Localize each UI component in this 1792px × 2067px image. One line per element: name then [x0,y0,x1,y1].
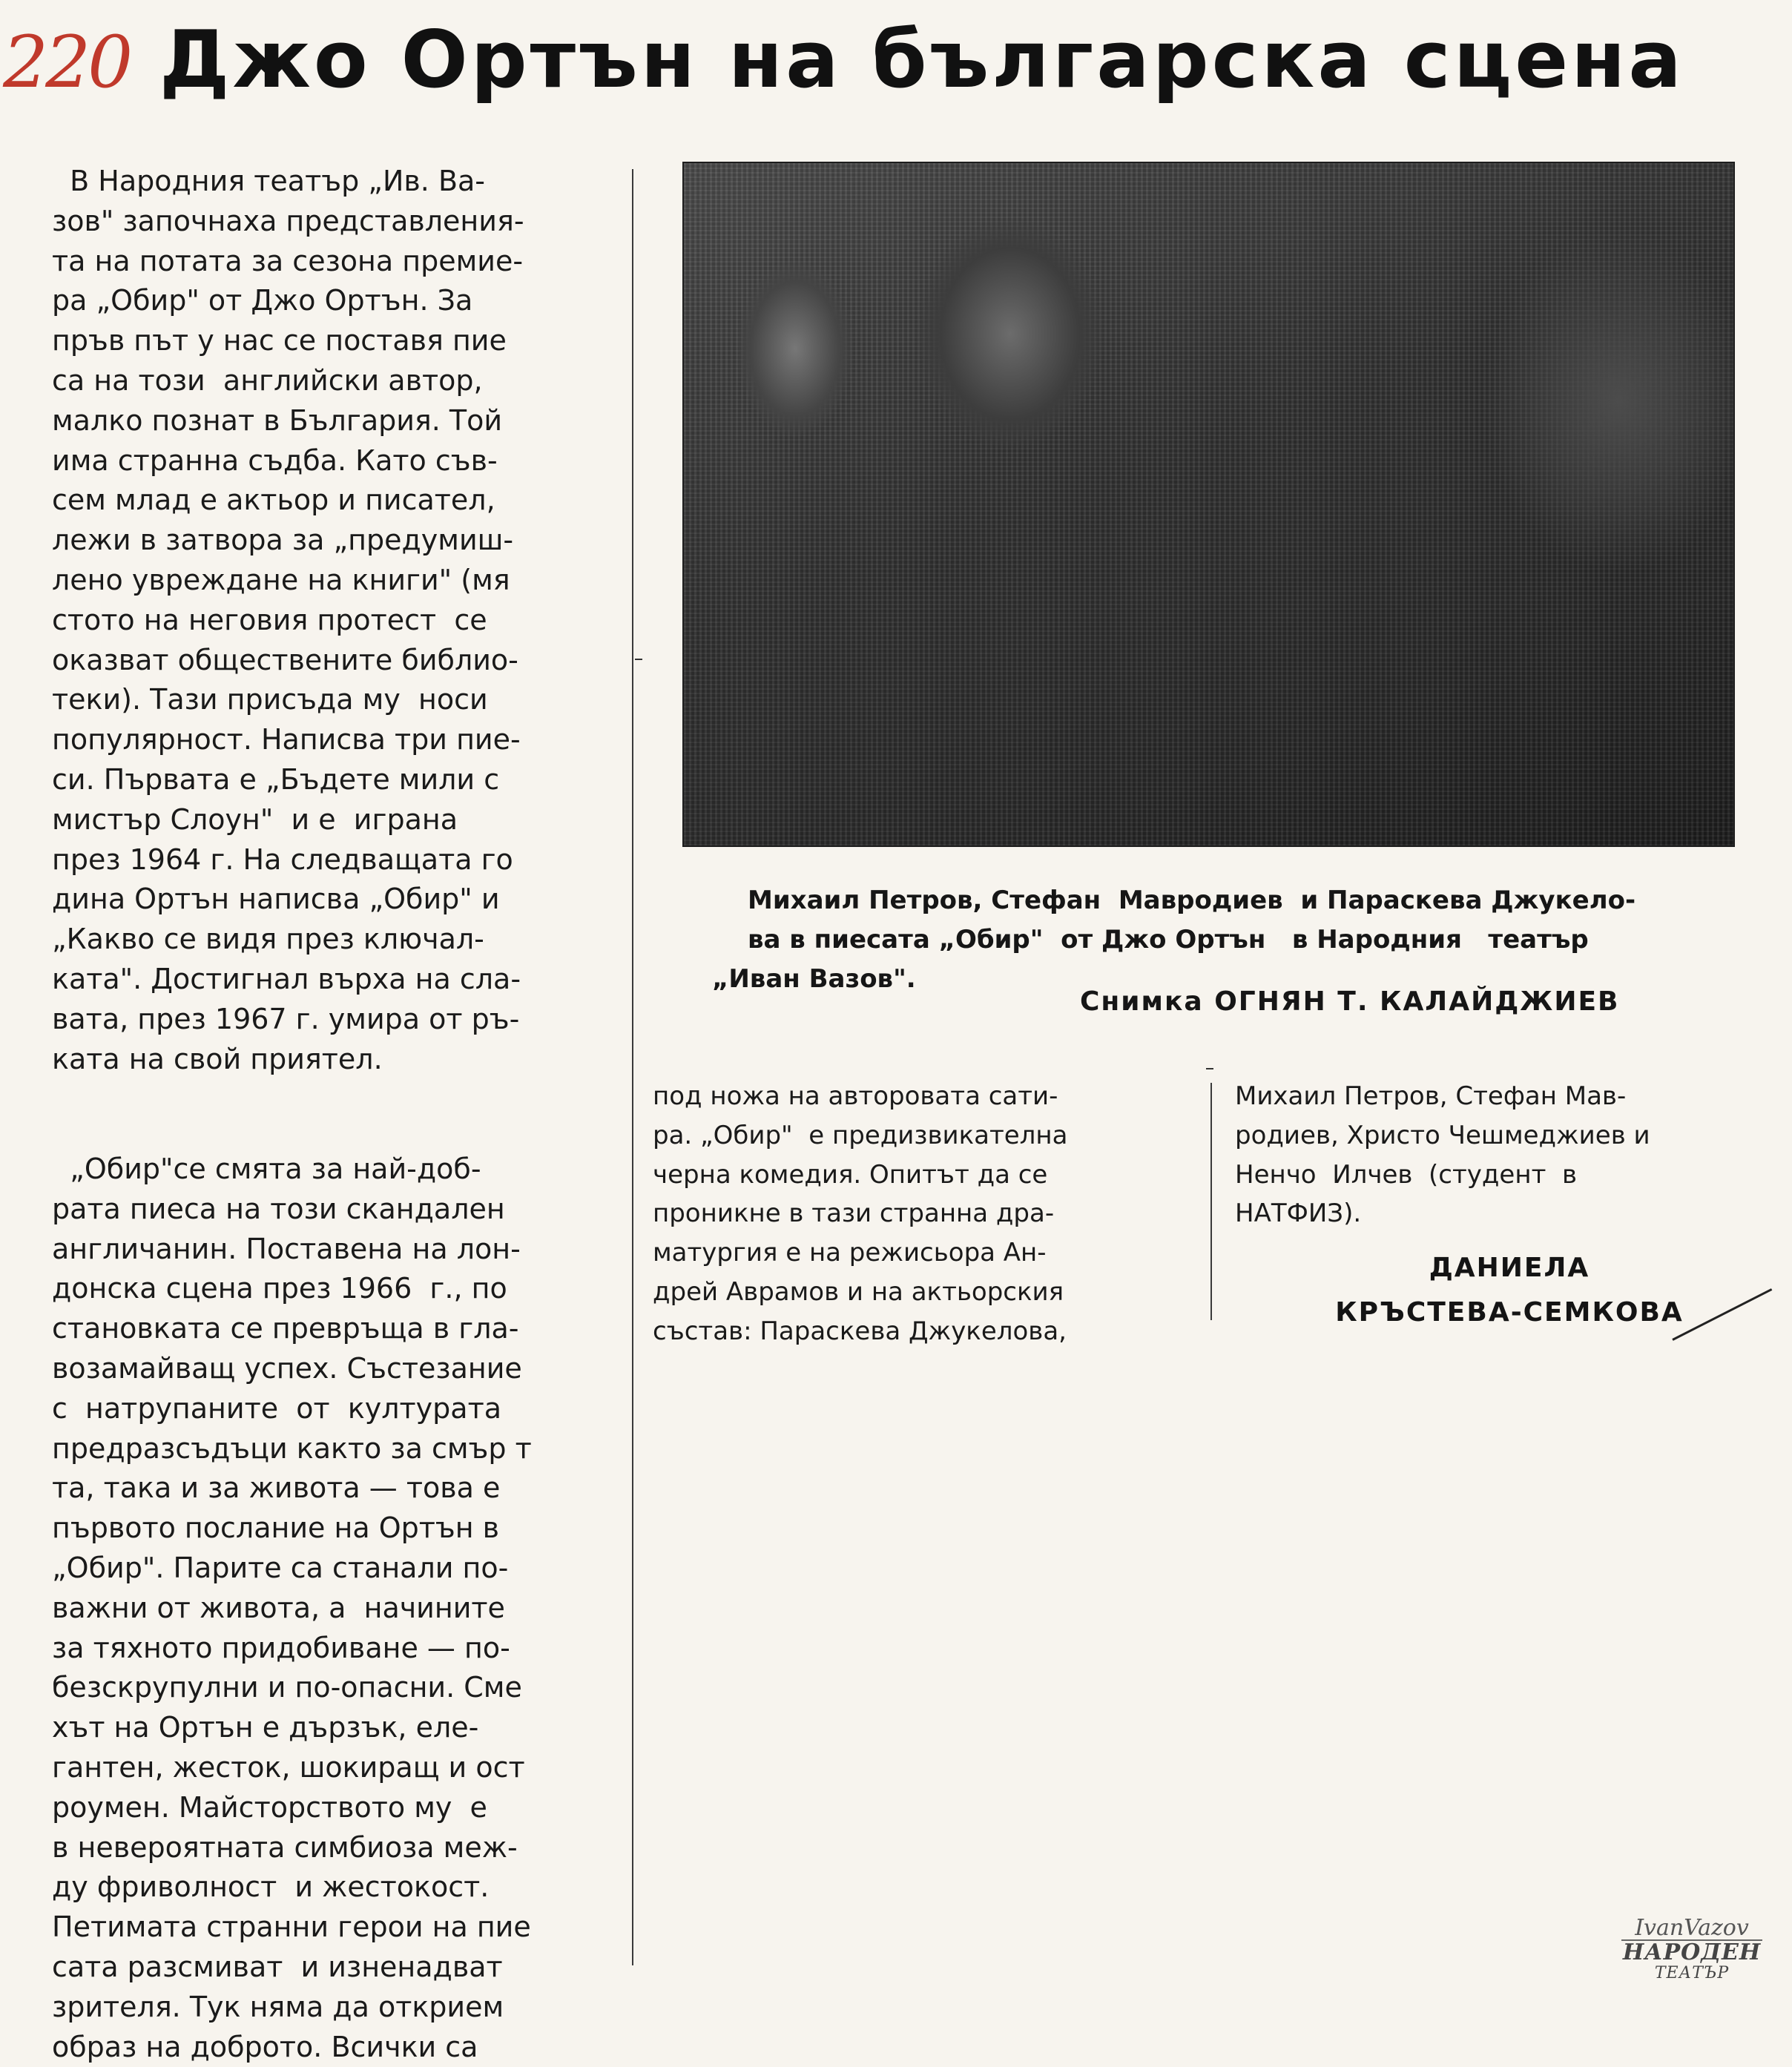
photo-caption-line-1: Михаил Петров, Стефан Мавродиев и Параскева Джукело- [748,886,1636,915]
column-divider [632,169,633,1965]
author-first-name: ДАНИЕЛА [1429,1253,1590,1283]
logo-subtitle: ТЕАТЪР [1654,1964,1730,1982]
pen-mark [1672,1288,1772,1341]
logo-name: НАРОДЕН [1622,1939,1762,1965]
author-last-name: КРЪСТЕВА-СЕМКОВА [1335,1297,1684,1328]
column-2-text: под ножа на авторовата сати- ра. „Обир" е предизвикателна черна комедия. Опитът да се проникне в тази странна дра- матургия е на режисьора Ан- дрей Аврамов и на актьорския състав: Параскева Джукелова, [653,1081,1068,1346]
national-theatre-logo [1621,1917,1762,1991]
column-divider-tick [635,659,642,660]
photo-caption-line-3: „Иван Вазов". [712,964,916,994]
photo-caption-line-2: ва в пиесата „Обир" от Джо Ортън в Народния театър [748,925,1589,955]
column-1-paragraph-2: „Обир"се смята за най-доб- рата пиеса на този скандален англичанин. Поставена на лон- донска сцена през 1966 г., по становката се превръща в гла- возамайващ успех. Състезание с натрупаните от културата предразсъдъци както за смър т та, така и за живота — това е първото послание на Ортън в „Обир". Парите са станали по- важни от живота, а начините за тяхното придобиване — по- безскрупулни и по-опасни. Сме хът на Ортън е дързък, еле- гантен, жесток, шокиращ и ост роумен. Майсторството му е в невероятната симбиоза меж- ду фриволност и жестокост. Петимата странни герои на пие сата разсмиват и изненадват зрителя. Тук няма да открием образ на доброто. Всички са [52,1153,532,2063]
article-headline: Джо Ортън на българска сцена [159,14,1684,105]
stage-photo [682,162,1735,847]
column-1-paragraph-1: В Народния театър „Ив. Ва- зов" започнаха представления- та на потата за сезона премие- ра „Обир" от Джо Ортън. За пръв път у нас се поставя пие са на този английски автор, малко познат в България. Той има странна съдба. Като съв- сем млад е актьор и писател, лежи в затвора за „предумиш- лено увреждане на книги" (мя стото на неговия протест се оказват обществените библио- теки). Тази присъда му носи популярност. Написва три пие- си. Първата е „Бъдете мили с мистър Слоун" и е играна през 1964 г. На следващата го дина Ортън написва „Обир" и „Какво се видя през ключал- ката". Достигнал върха на сла- вата, през 1967 г. умира от ръ- ката на свой приятел. [52,165,524,1075]
column-divider-tick [1206,1068,1213,1069]
author-byline [1335,1246,1684,1335]
column-3-text: Михаил Петров, Стефан Мав- родиев, Христо Чешмеджиев и Ненчо Илчев (студент в НАТФИЗ). [1235,1081,1650,1229]
column-divider-lower [1210,1083,1212,1320]
logo-signature: IvanVazov [1635,1915,1749,1941]
photo-credit: Снимка ОГНЯН Т. КАЛАЙДЖИЕВ [1080,986,1620,1017]
handwritten-page-number: 220 [3,21,131,104]
